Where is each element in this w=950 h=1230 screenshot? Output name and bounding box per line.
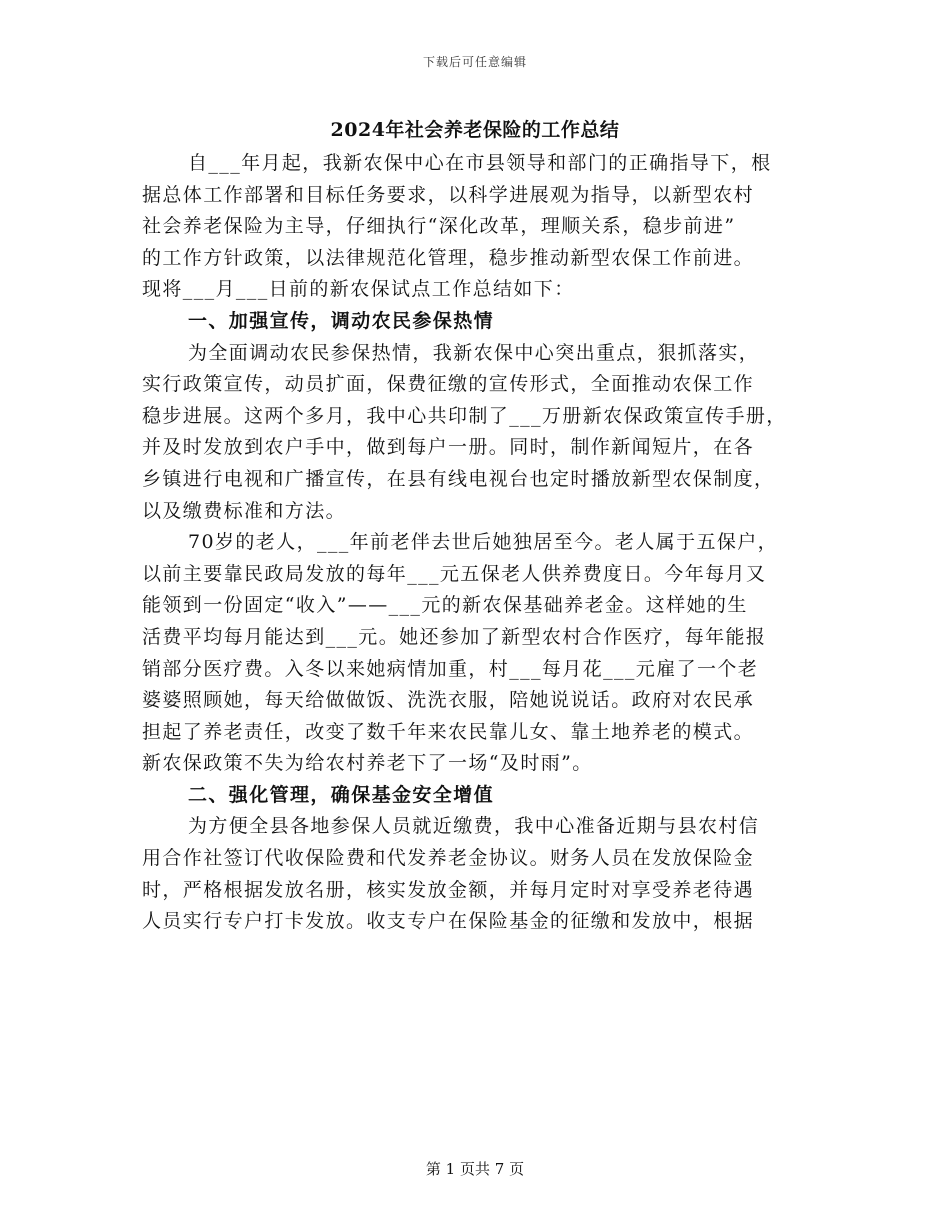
document-title: 2024年社会养老保险的工作总结 xyxy=(330,119,620,141)
paragraph-line: 乡镇进行电视和广播宣传，在县有线电视台也定时播放新型农保制度， xyxy=(142,467,775,490)
paragraph-line: 70岁的老人，___年前老伴去世后她独居至今。老人属于五保户， xyxy=(188,531,779,554)
paragraph-line: 销部分医疗费。入冬以来她病情加重，村___每月花___元雇了一个老 xyxy=(142,657,759,680)
paragraph-line: 活费平均每月能达到___元。她还参加了新型农村合作医疗，每年能报 xyxy=(142,625,767,648)
paragraph-line: 婆婆照顾她，每天给做做饭、洗洗衣服，陪她说说话。政府对农民承 xyxy=(142,689,755,712)
paragraph-line: 担起了养老责任，改变了数千年来农民靠儿女、靠土地养老的模式。 xyxy=(142,720,755,743)
paragraph-line: 并及时发放到农户手中，做到每户一册。同时，制作新闻短片，在各 xyxy=(142,436,755,459)
paragraph-line: 自___年月起，我新农保中心在市县领导和部门的正确指导下，根 xyxy=(188,152,772,174)
paragraph-line: 社会养老保险为主导，仔细执行“深化改革，理顺关系，稳步前进” xyxy=(142,215,736,238)
paragraph-line: 现将___月___日前的新农保试点工作总结如下： xyxy=(142,278,575,301)
paragraph-line: 实行政策宣传，动员扩面，保费征缴的宣传形式，全面推动农保工作 xyxy=(142,373,755,396)
document-body xyxy=(142,148,810,938)
paragraph-line: 为全面调动农民参保热情，我新农保中心突出重点，狠抓落实， xyxy=(188,341,760,364)
paragraph-line: 时，严格根据发放名册，核实发放金额，并每月定时对享受养老待遇 xyxy=(142,878,755,901)
paragraph-line: 的工作方针政策，以法律规范化管理，稳步推动新型农保工作前进。 xyxy=(142,246,755,269)
paragraph-line: 据总体工作部署和目标任务要求，以科学进展观为指导，以新型农村 xyxy=(142,183,755,206)
paragraph-line: 用合作社签订代收保险费和代发养老金协议。财务人员在发放保险金 xyxy=(142,847,755,870)
section-heading: 一、加强宣传，调动农民参保热情 xyxy=(188,309,495,332)
paragraph-line: 稳步进展。这两个多月，我中心共印制了___万册新农保政策宣传手册， xyxy=(142,404,787,427)
paragraph-line: 为方便全县各地参保人员就近缴费，我中心准备近期与县农村信 xyxy=(188,815,760,838)
paragraph-line: 人员实行专户打卡发放。收支专户在保险基金的征缴和发放中，根据 xyxy=(142,910,755,933)
header-note: 下载后可任意编辑 xyxy=(422,55,527,69)
page-footer: 第 1 页共 7 页 xyxy=(425,1160,525,1178)
paragraph-line: 以前主要靠民政局发放的每年___元五保老人供养费度日。今年每月又 xyxy=(142,562,767,585)
paragraph-line: 新农保政策不失为给农村养老下了一场“及时雨”。 xyxy=(142,752,593,775)
paragraph-line: 以及缴费标准和方法。 xyxy=(142,499,347,522)
paragraph-line: 能领到一份固定“收入”——___元的新农保基础养老金。这样她的生 xyxy=(142,594,748,617)
section-heading: 二、强化管理，确保基金安全增值 xyxy=(188,783,495,806)
